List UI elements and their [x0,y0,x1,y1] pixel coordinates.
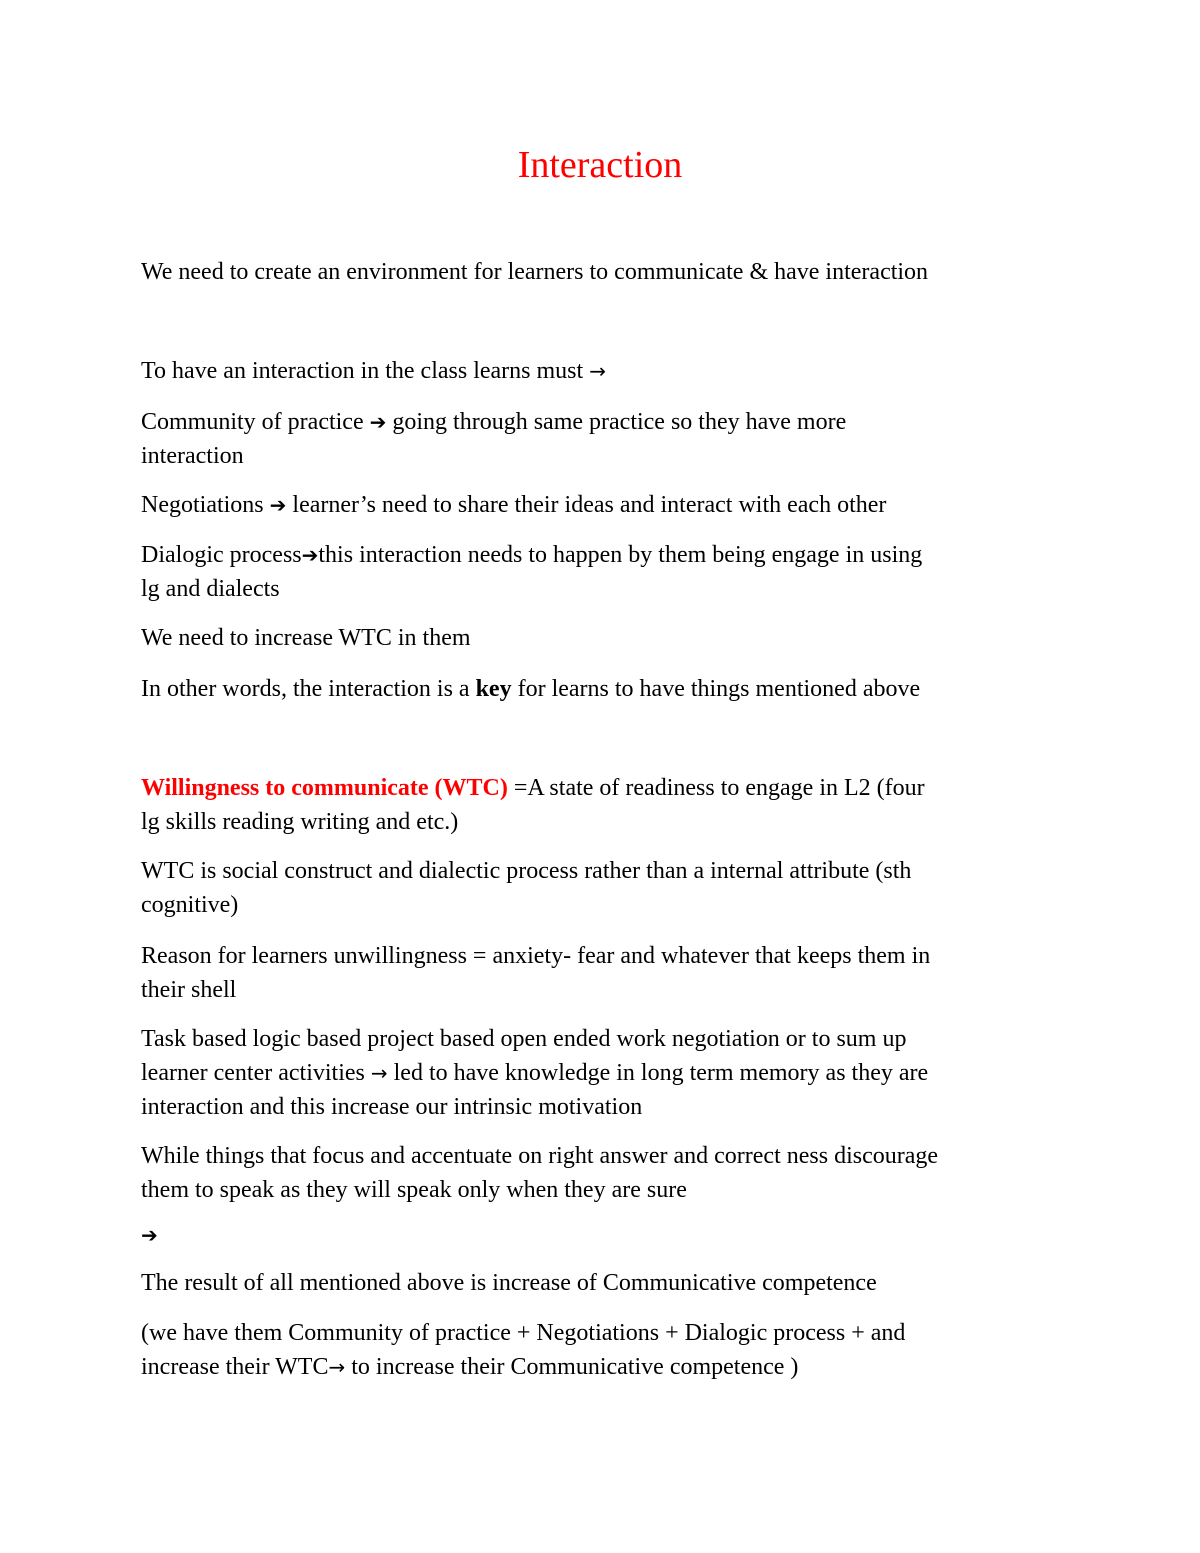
paragraph-community-of-practice [141,405,1071,473]
paragraph-text: increase their WTC [141,1354,329,1380]
term-wtc: Willingness to communicate (WTC) [141,775,508,801]
paragraph-text: We need to create an environment for learners to communicate & have interaction [141,259,929,285]
paragraph-text: While things that focus and accentuate on right answer and correct ness discourage [141,1143,939,1169]
paragraph-text: going through same practice so they have more [386,409,847,435]
paragraph-dialogic-process [141,538,1071,606]
paragraph-environment [141,255,1071,289]
arrow-right-icon: ➔ [369,410,387,434]
paragraph-text: to increase their Communicative competence ) [345,1354,799,1380]
paragraph-text: To have an interaction in the class learns must [141,358,590,384]
paragraph-wtc-social-construct [141,854,1071,922]
paragraph-in-other-words [141,672,1071,706]
term-community-of-practice: Community of practice [141,409,370,435]
paragraph-text: their shell [141,977,237,1003]
term-negotiations: Negotiations [141,492,270,518]
paragraph-text: led to have knowledge in long term memory as they are [387,1060,929,1086]
paragraph-text: In other words, the interaction is a [141,676,476,702]
paragraph-text: them to speak as they will speak only when they are sure [141,1177,687,1203]
page-title: Interaction [517,144,683,186]
arrow-right-icon: ➔ [301,543,319,567]
paragraph-text: (we have them Community of practice + Negotiations + Dialogic process + and [141,1320,906,1346]
paragraph-interaction-must [141,354,1071,388]
paragraph-text: lg skills reading writing and etc.) [141,809,459,835]
paragraph-standalone-arrow [141,1218,1071,1252]
arrow-right-icon: ➔ [141,1223,158,1247]
paragraph-unwillingness-reason [141,939,1071,1007]
paragraph-text: =A state of readiness to engage in L2 (four [507,775,925,801]
paragraph-text: interaction [141,443,244,469]
paragraph-summary [141,1316,1071,1384]
paragraph-text: WTC is social construct and dialectic process rather than a internal attribute (sth [141,858,912,884]
arrow-right-icon: ➔ [269,493,287,517]
paragraph-text: cognitive) [141,892,239,918]
paragraph-text: Task based logic based project based open ended work negotiation or to sum up [141,1026,907,1052]
paragraph-result [141,1266,1071,1300]
paragraph-text: interaction and this increase our intrinsic motivation [141,1094,643,1120]
paragraph-text: for learns to have things mentioned above [511,676,921,702]
arrow-right-icon: → [370,1061,388,1085]
paragraph-task-based [141,1022,1071,1124]
term-dialogic-process: Dialogic process [141,542,302,568]
paragraph-text: learner center activities [141,1060,371,1086]
paragraph-increase-wtc [141,621,1071,655]
paragraph-negotiations [141,488,1071,522]
paragraph-text: learner’s need to share their ideas and interact with each other [286,492,887,518]
paragraph-text: The result of all mentioned above is increase of Communicative competence [141,1270,877,1296]
paragraph-text: this interaction needs to happen by them being engage in using [318,542,923,568]
key-emphasis: key [475,676,512,702]
paragraph-correctness-focus [141,1139,1071,1207]
arrow-right-icon: → [328,1355,346,1379]
paragraph-text: lg and dialects [141,576,280,602]
paragraph-wtc-definition [141,771,1071,839]
paragraph-text: Reason for learners unwillingness = anxiety- fear and whatever that keeps them in [141,943,931,969]
arrow-right-icon: → [589,359,606,383]
paragraph-text: We need to increase WTC in them [141,625,471,651]
